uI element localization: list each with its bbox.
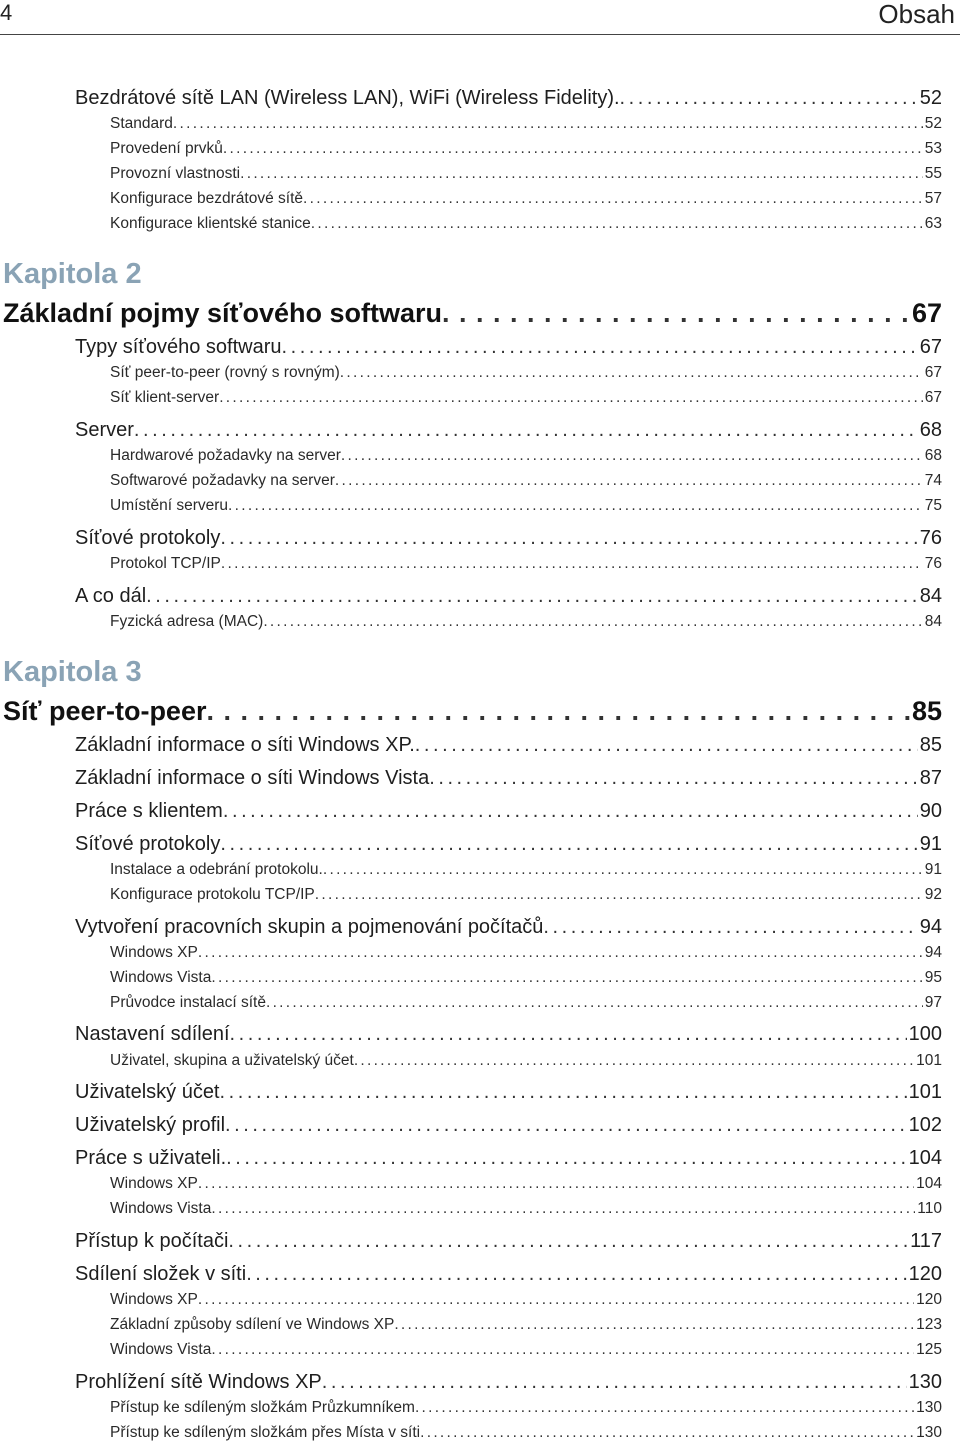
toc-entry[interactable]: Práce s uživateli. . . . 104 <box>75 1145 942 1171</box>
dot-leader <box>134 417 918 443</box>
toc-entry[interactable]: A co dál . . . 84 <box>75 583 942 609</box>
toc-entry[interactable]: Typy síťového softwaru . . . 67 <box>75 334 942 360</box>
dot-leader <box>226 1145 906 1171</box>
page-header <box>0 0 960 36</box>
toc-entry[interactable]: Sdílení složek v síti . . . 120 <box>75 1261 942 1287</box>
dot-leader <box>228 495 923 517</box>
toc-entry[interactable]: Nastavení sdílení . . . 100 <box>75 1021 942 1047</box>
toc-subentry[interactable]: Konfigurace klientské stanice . . . 63 <box>110 213 942 235</box>
dot-leader <box>315 884 923 906</box>
dot-leader <box>198 1173 914 1195</box>
dot-leader <box>206 693 909 729</box>
dot-leader <box>543 914 917 940</box>
toc-subentry[interactable]: Přístup ke sdíleným složkám přes Místa v síti . . . 130 <box>110 1422 942 1444</box>
toc-entry[interactable]: Práce s klientem . . . 90 <box>75 798 942 824</box>
dot-leader <box>442 295 910 331</box>
dot-leader <box>415 1397 914 1419</box>
toc-subentry[interactable]: Hardwarové požadavky na server . . . 68 <box>110 445 942 467</box>
toc-subentry[interactable]: Síť klient-server . . . 67 <box>110 387 942 409</box>
dot-leader <box>240 163 923 185</box>
toc-entry[interactable]: Bezdrátové sítě LAN (Wireless LAN), WiFi (Wireless Fidelity). . . . 52 <box>75 85 942 111</box>
dot-leader <box>220 1079 907 1105</box>
dot-leader <box>341 445 923 467</box>
dot-leader <box>335 470 923 492</box>
dot-leader <box>420 1422 914 1444</box>
toc-subentry[interactable]: Windows Vista . . . 110 <box>110 1198 942 1220</box>
toc-subentry[interactable]: Standard . . . 52 <box>110 113 942 135</box>
dot-leader <box>228 1228 908 1254</box>
dot-leader <box>323 859 923 881</box>
dot-leader <box>221 553 923 575</box>
toc-subentry[interactable]: Konfigurace protokolu TCP/IP . . . 92 <box>110 884 942 906</box>
chapter-label: Kapitola 2 <box>3 258 142 290</box>
toc-subentry[interactable]: Konfigurace bezdrátové sítě . . . 57 <box>110 188 942 210</box>
toc-subentry[interactable]: Provedení prvků . . . 53 <box>110 138 942 160</box>
toc-subentry[interactable]: Windows XP . . . 94 <box>110 942 942 964</box>
section-title: Obsah <box>878 0 955 29</box>
dot-leader <box>415 732 918 758</box>
toc-subentry[interactable]: Windows XP . . . 104 <box>110 1173 942 1195</box>
dot-leader <box>354 1050 914 1072</box>
toc-subentry[interactable]: Uživatel, skupina a uživatelský účet . . . 101 <box>110 1050 942 1072</box>
toc-entry[interactable]: Síťové protokoly . . . 76 <box>75 525 942 551</box>
dot-leader <box>219 387 923 409</box>
toc-subentry[interactable]: Provozní vlastnosti . . . 55 <box>110 163 942 185</box>
dot-leader <box>220 831 917 857</box>
dot-leader <box>281 334 917 360</box>
toc-subentry[interactable]: Síť peer-to-peer (rovný s rovným) . . . 67 <box>110 362 942 384</box>
dot-leader <box>263 611 922 633</box>
toc-entry[interactable]: Uživatelský profil . . . 102 <box>75 1112 942 1138</box>
toc-subentry[interactable]: Protokol TCP/IP . . . 76 <box>110 553 942 575</box>
dot-leader <box>266 992 923 1014</box>
dot-leader <box>211 1339 914 1361</box>
toc-subentry[interactable]: Základní způsoby sdílení ve Windows XP . . . 123 <box>110 1314 942 1336</box>
chapter-label: Kapitola 3 <box>3 656 142 688</box>
dot-leader <box>223 138 923 160</box>
toc-subentry[interactable]: Softwarové požadavky na server . . . 74 <box>110 470 942 492</box>
toc-subentry[interactable]: Průvodce instalací sítě . . . 97 <box>110 992 942 1014</box>
dot-leader <box>230 1021 907 1047</box>
toc-entry[interactable]: Uživatelský účet . . . 101 <box>75 1079 942 1105</box>
toc-entry[interactable]: Server . . . 68 <box>75 417 942 443</box>
dot-leader <box>223 798 918 824</box>
dot-leader <box>198 1289 914 1311</box>
toc-entry[interactable]: Základní informace o síti Windows XP. . . . 85 <box>75 732 942 758</box>
dot-leader <box>173 113 923 135</box>
toc-entry[interactable]: Přístup k počítači . . . 117 <box>75 1228 942 1254</box>
dot-leader <box>340 362 923 384</box>
dot-leader <box>146 583 918 609</box>
toc-entry[interactable]: Základní informace o síti Windows Vista . . . 87 <box>75 765 942 791</box>
toc-subentry[interactable]: Instalace a odebrání protokolu. . . . 91 <box>110 859 942 881</box>
toc-subentry[interactable]: Windows XP . . . 120 <box>110 1289 942 1311</box>
dot-leader <box>246 1261 906 1287</box>
toc-chapter-entry[interactable]: Síť peer-to-peer . . . 85 <box>3 693 942 729</box>
dot-leader <box>225 1112 907 1138</box>
dot-leader <box>303 188 923 210</box>
toc-entry[interactable]: Vytvoření pracovních skupin a pojmenování počítačů . . . 94 <box>75 914 942 940</box>
dot-leader <box>211 967 922 989</box>
dot-leader <box>394 1314 914 1336</box>
dot-leader <box>220 525 917 551</box>
dot-leader <box>198 942 923 964</box>
dot-leader <box>211 1198 915 1220</box>
toc-subentry[interactable]: Fyzická adresa (MAC) . . . 84 <box>110 611 942 633</box>
header-rule <box>0 34 960 35</box>
toc-subentry[interactable]: Přístup ke sdíleným složkám Průzkumníkem . . . 130 <box>110 1397 942 1419</box>
toc-entry[interactable]: Prohlížení sítě Windows XP . . . 130 <box>75 1369 942 1395</box>
toc-subentry[interactable]: Umístění serveru . . . 75 <box>110 495 942 517</box>
dot-leader <box>620 85 918 111</box>
page-number: 4 <box>0 0 13 25</box>
dot-leader <box>429 765 918 791</box>
toc-subentry[interactable]: Windows Vista . . . 95 <box>110 967 942 989</box>
toc-chapter-entry[interactable]: Základní pojmy síťového softwaru . . . 67 <box>3 295 942 331</box>
dot-leader <box>311 213 923 235</box>
toc-entry[interactable]: Síťové protokoly . . . 91 <box>75 831 942 857</box>
dot-leader <box>322 1369 907 1395</box>
toc-subentry[interactable]: Windows Vista . . . 125 <box>110 1339 942 1361</box>
